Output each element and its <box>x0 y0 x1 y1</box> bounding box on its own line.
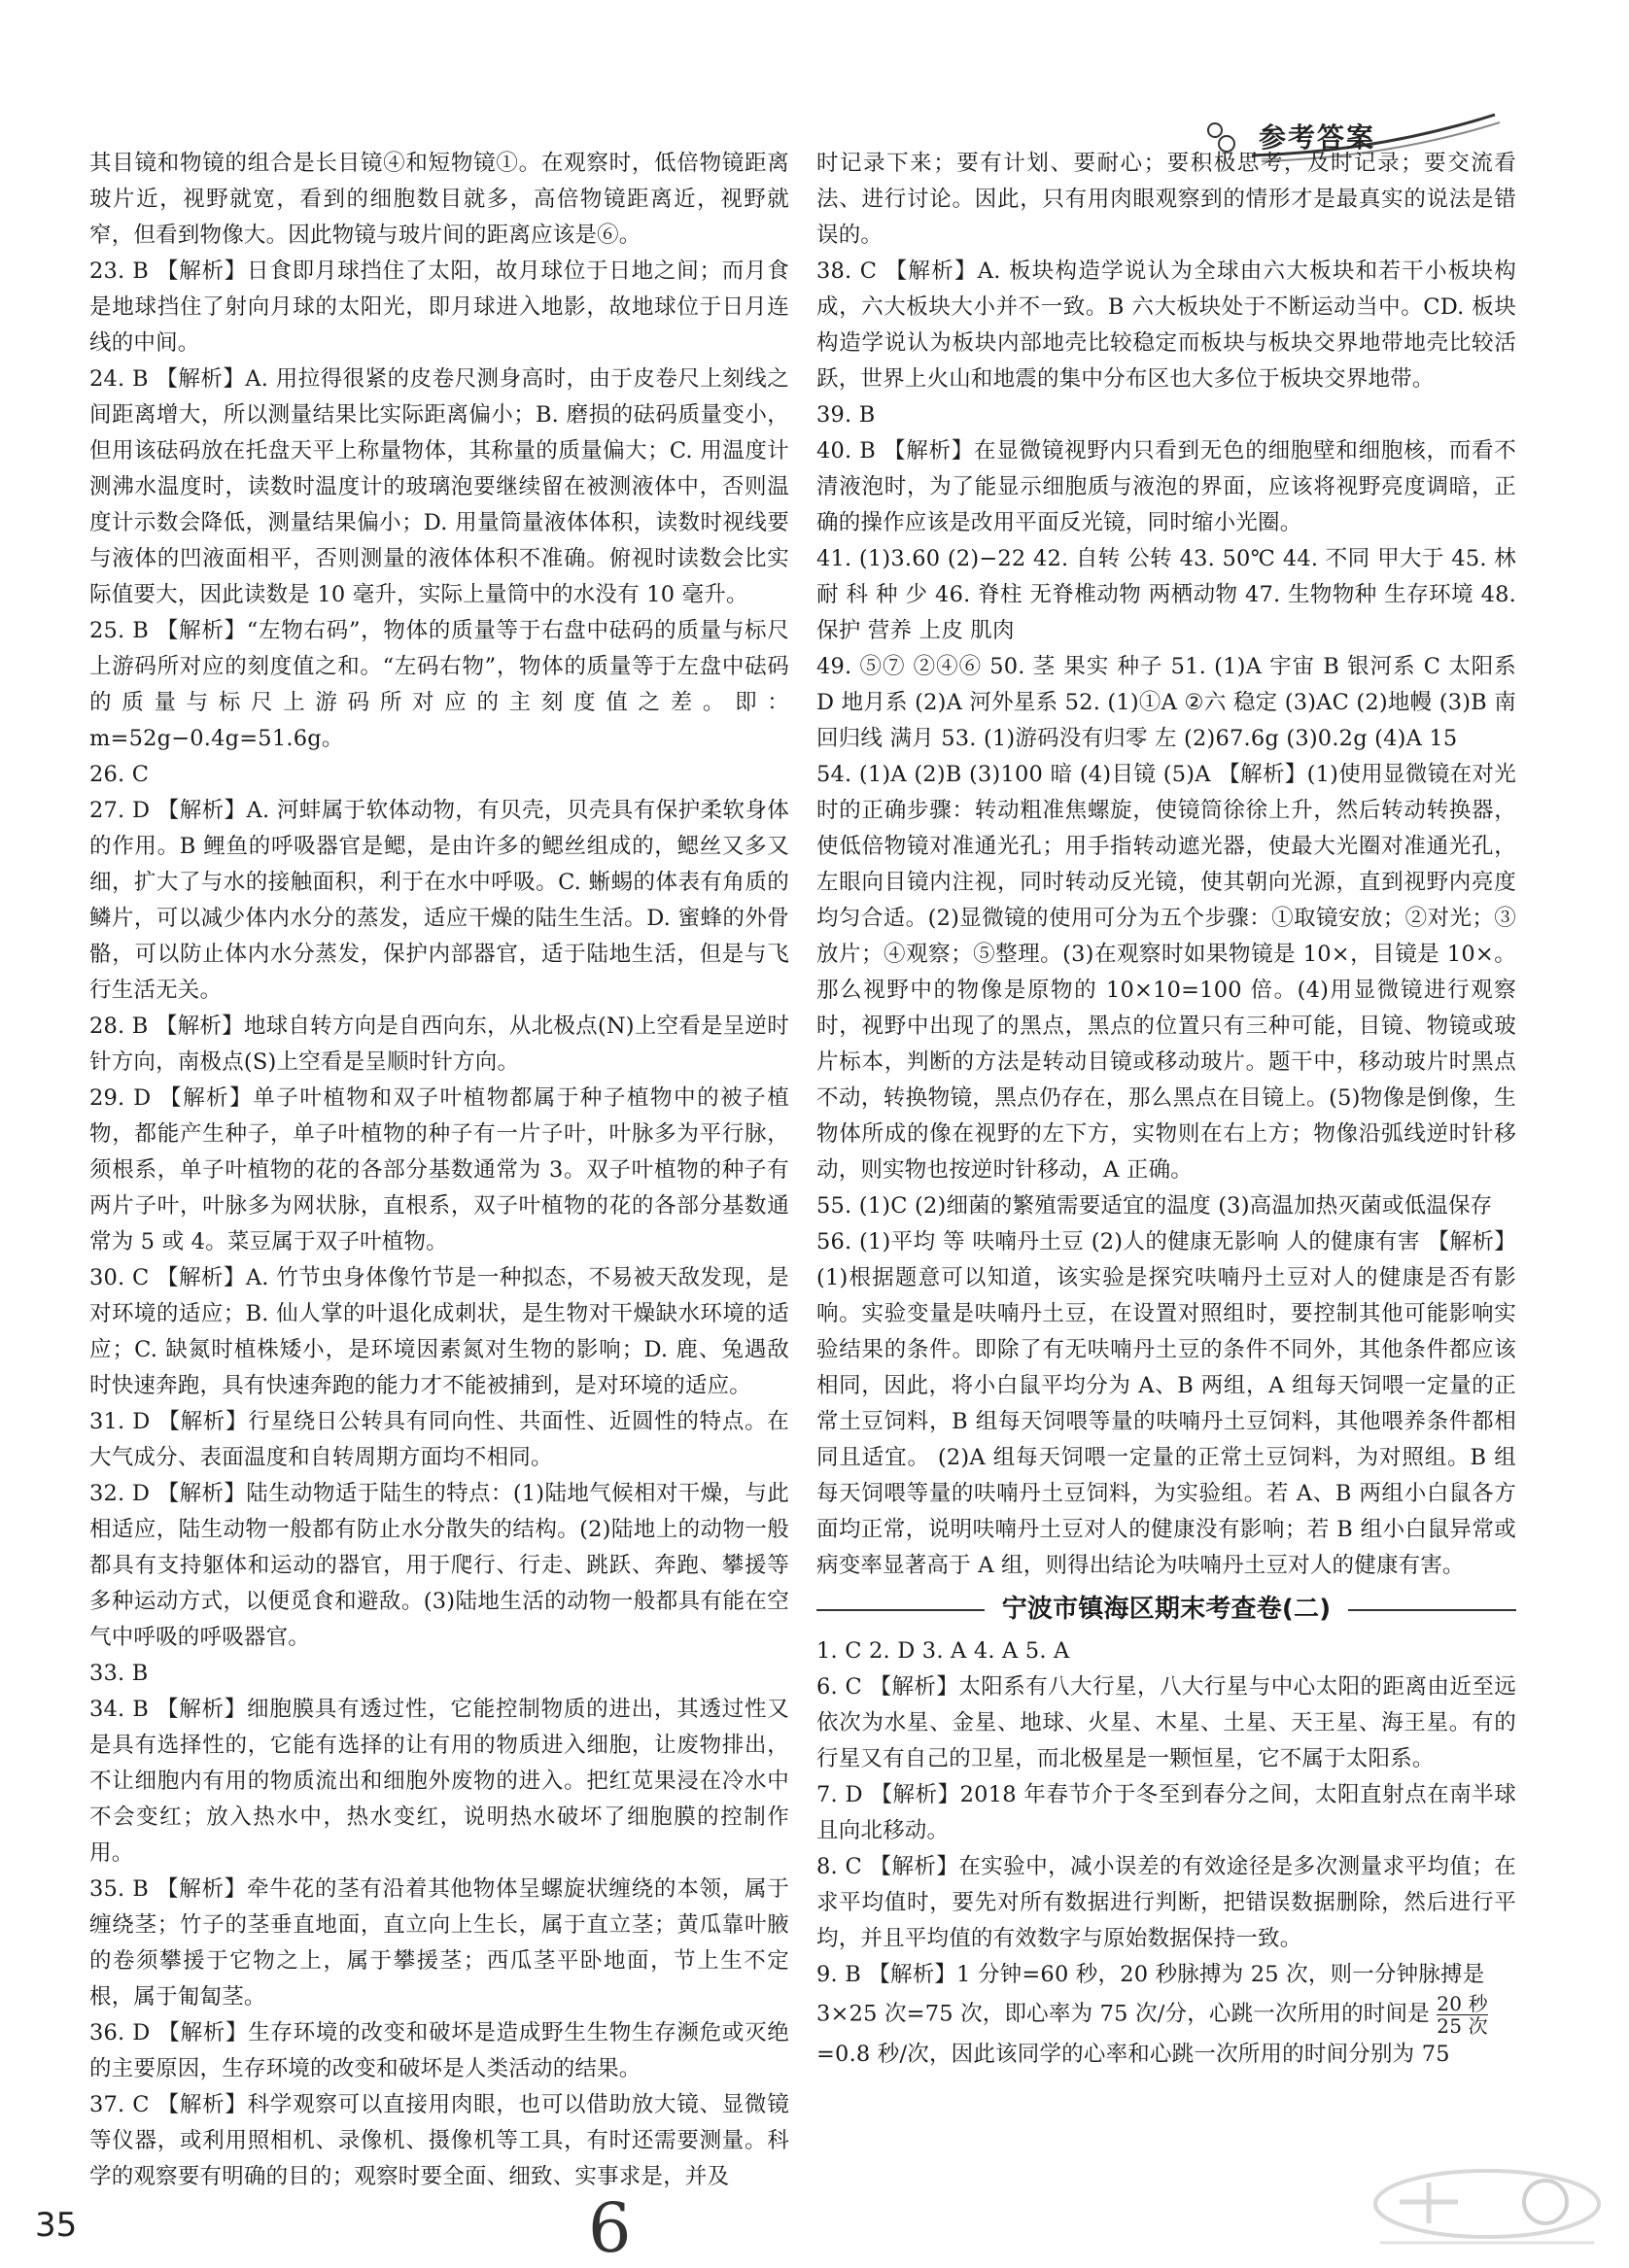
site-watermark-logo-icon <box>1361 2157 1613 2254</box>
answer-33: 33. B <box>89 1661 149 1686</box>
answer-36: 36. D 【解析】生存环境的改变和破坏是造成野生生物生存濒危或灭绝的主要原因，生存环境的改变和破坏是人类活动的结果。 <box>89 2020 789 2081</box>
header-title: 参考答案 <box>1259 121 1376 154</box>
answer-26: 26. C <box>89 762 150 787</box>
answer-37: 37. C 【解析】科学观察可以直接用肉眼，也可以借助放大镜、显微镜等仪器，或利用照相机、录像机、摄像机等工具，有时还需要测量。科学的观察要有明确的目的；观察时要全面、细致、实事求是，并及 <box>89 2092 789 2189</box>
answer-27: 27. D 【解析】A. 河蚌属于软体动物，有贝壳，贝壳具有保护柔软身体的作用。B 鲤鱼的呼吸器官是鳃，是由许多的鳃丝组成的，鳃丝又多又细，扩大了与水的接触面积，利于在水中呼吸。C. 蜥蜴的体表有角质的鳞片，可以减少体内水分的蒸发，适应干燥的陆生生活。D. 蜜蜂的外骨骼，可以防止体内水分蒸发，保护内部器官，适于陆地生活，但是与飞行生活无关。 <box>89 798 789 1003</box>
fraction-denominator: 25 次 <box>1437 2014 1488 2038</box>
answer-9-line-2 <box>816 1993 1516 2037</box>
answer-24: 24. B 【解析】A. 用拉得很紧的皮卷尺测身高时，由于皮卷尺上刻线之间距离增大，所以测量结果比实际距离偏小；B. 磨损的砝码质量变小，但用该砝码放在托盘天平上称量物体，其称量的质量偏大；C. 用温度计测沸水温度时，读数时温度计的玻璃泡要继续留在被测液体中，否则温度计示数会降低，测量结果偏小；D. 用量筒量液体体积，读数时视线要与液体的凹液面相平，否则测量的液体体积不准确。俯视时读数会比实际值要大，因此读数是 10 毫升，实际上量筒中的水没有 10 毫升。 <box>89 366 789 607</box>
answer-25: 25. B 【解析】“左物右码”，物体的质量等于右盘中砝码的质量与标尺上游码所对应的刻度值之和。“左码右物”，物体的质量等于左盘中砝码的质量与标尺上游码所对应的主刻度值之差。即：m=52g−0.4g=51.6g。 <box>89 618 789 751</box>
answer-29: 29. D 【解析】单子叶植物和双子叶植物都属于种子植物中的被子植物，都能产生种子，单子叶植物的种子有一片子叶，叶脉多为平行脉，须根系，单子叶植物的花的各部分基数通常为 3。双子叶植物的种子有两片子叶，叶脉多为网状脉，直根系，双子叶植物的花的各部分基数通常为 5 或 4。菜豆属于双子叶植物。 <box>89 1085 789 1254</box>
answer-6: 6. C 【解析】太阳系有八大行星，八大行星与中心太阳的距离由近至远依次为水星、金星、地球、火星、木星、土星、天王星、海王星。有的行星又有自己的卫星，而北极星是一颗恒星，它不属于太阳系。 <box>816 1674 1516 1771</box>
answers-49-53: 49. ⑤⑦ ②④⑥ 50. 茎 果实 种子 51. (1)A 宇宙 B 银河系 C 太阳系 D 地月系 (2)A 河外星系 52. (1)①A ②六 稳定 (3)AC (2)地幔 (3)B 南回归线 满月 53. (1)游码没有归零 左 (2)67.6g (3)0.2g (4)A 15 <box>816 654 1516 751</box>
short-answers-1-5: 1. C 2. D 3. A 4. A 5. A <box>816 1638 1070 1664</box>
section-title: 宁波市镇海区期末考查卷(二) <box>1001 1595 1332 1624</box>
left-column <box>89 146 789 2195</box>
handwritten-mark: 6 <box>588 2188 632 2268</box>
answer-38: 38. C 【解析】A. 板块构造学说认为全球由六大板块和若干小板块构成，六大板块大小并不一致。B 六大板块处于不断运动当中。CD. 板块构造学说认为板块内部地壳比较稳定而板块与板块交界地带地壳比较活跃，世界上火山和地震的集中分布区也大多位于板块交界地带。 <box>816 258 1516 392</box>
answer-56: 56. (1)平均 等 呋喃丹土豆 (2)人的健康无影响 人的健康有害 【解析】(1)根据题意可以知道，该实验是探究呋喃丹土豆对人的健康是否有影响。实验变量是呋喃丹土豆，在设置对照组时，要控制其他可能影响实验结果的条件。即除了有无呋喃丹土豆的条件不同外，其他条件都应该相同，因此，将小白鼠平均分为 A、B 两组，A 组每天饲喂一定量的正常土豆饲料，B 组每天饲喂等量的呋喃丹土豆饲料，其他喂养条件都相同且适宜。 (2)A 组每天饲喂一定量的正常土豆饲料，为对照组。B 组每天饲喂等量的呋喃丹土豆饲料，为实验组。若 A、B 两组小白鼠各方面均正常，说明呋喃丹土豆对人的健康没有影响；若 B 组小白鼠异常或病变率显著高于 A 组，则得出结论为呋喃丹土豆对人的健康有害。 <box>816 1229 1516 1578</box>
fraction <box>1437 1993 1488 2037</box>
answer-28: 28. B 【解析】地球自转方向是自西向东，从北极点(N)上空看是呈逆时针方向，南极点(S)上空看是呈顺时针方向。 <box>89 1014 789 1075</box>
answer-9-text: 3×25 次=75 次，即心率为 75 次/分，心跳一次所用的时间是 <box>816 2001 1430 2027</box>
answer-9-line-1: 9. B 【解析】1 分钟=60 秒，20 秒脉搏为 25 次，则一分钟脉搏是 <box>816 1962 1485 1987</box>
answer-paragraph: 其目镜和物镜的组合是长目镜④和短物镜①。在观察时，低倍物镜距离玻片近，视野就宽，看到的细胞数目就多，高倍物镜距离近，视野就窄，但看到物像大。因此物镜与玻片间的距离应该是⑥。 <box>89 151 789 248</box>
answer-54: 54. (1)A (2)B (3)100 暗 (4)目镜 (5)A 【解析】(1)使用显微镜在对光时的正确步骤：转动粗准焦螺旋，使镜筒徐徐上升，然后转动转换器，使低倍物镜对准通光孔；用手指转动遮光器，使最大光圈对准通光孔，左眼向目镜内注视，同时转动反光镜，使其朝向光源，直到视野内亮度均匀合适。(2)显微镜的使用可分为五个步骤：①取镜安放；②对光；③放片；④观察；⑤整理。(3)在观察时如果物镜是 10×，目镜是 10×。那么视野中的物像是原物的 10×10=100 倍。(4)用显微镜进行观察时，视野中出现了的黑点，黑点的位置只有三种可能，目镜、物镜或玻片标本，判断的方法是转动目镜或移动玻片。题干中，移动玻片时黑点不动，转换物镜，黑点仍存在，那么黑点在目镜上。(5)物像是倒像，生物体所成的像在视野的左下方，实物则在右上方；物像沿弧线逆时针移动，则实物也按逆时针移动，A 正确。 <box>816 762 1516 1183</box>
answer-8: 8. C 【解析】在实验中，减小误差的有效途径是多次测量求平均值；在求平均值时，要先对所有数据进行判断，把错误数据删除，然后进行平均，并且平均值的有效数字与原始数据保持一致。 <box>816 1854 1516 1951</box>
answer-23: 23. B 【解析】日食即月球挡住了太阳，故月球位于日地之间；而月食是地球挡住了射向月球的太阳光，即月球进入地影，故地球位于日月连线的中间。 <box>89 258 789 356</box>
answer-7: 7. D 【解析】2018 年春节介于冬至到春分之间，太阳直射点在南半球且向北移动。 <box>816 1782 1516 1843</box>
answers-41-48: 41. (1)3.60 (2)−22 42. 自转 公转 43. 50℃ 44. 不同 甲大于 45. 林耐 科 种 少 46. 脊柱 无脊椎动物 两栖动物 47. 生物物种 生存环境 48. 保护 营养 上皮 肌肉 <box>816 546 1516 643</box>
section-heading <box>816 1592 1516 1628</box>
answer-55: 55. (1)C (2)细菌的繁殖需要适宜的温度 (3)高温加热灭菌或低温保存 <box>816 1193 1493 1219</box>
answer-34: 34. B 【解析】细胞膜具有透过性，它能控制物质的进出，其透过性又是具有选择性的，它能有选择的让有用的物质进入细胞，让废物排出，不让细胞内有用的物质流出和细胞外废物的进入。把红苋果浸在冷水中不会变红；放入热水中，热水变红，说明热水破坏了细胞膜的控制作用。 <box>89 1697 789 1866</box>
page-number: 35 <box>35 2206 78 2245</box>
section-rule-right <box>1348 1609 1516 1611</box>
section-rule-left <box>816 1609 985 1611</box>
answer-35: 35. B 【解析】牵牛花的茎有沿着其他物体呈螺旋状缠绕的本领，属于缠绕茎；竹子的茎垂直地面，直立向上生长，属于直立茎；黄瓜靠叶腋的卷须攀援于它物之上，属于攀援茎；西瓜茎平卧地面，节上生不定根，属于匍匐茎。 <box>89 1876 789 2010</box>
answer-40: 40. B 【解析】在显微镜视野内只看到无色的细胞壁和细胞核，而看不清液泡时，为了能显示细胞质与液泡的界面，应该将视野亮度调暗，正确的操作应该是改用平面反光镜，同时缩小光圈。 <box>816 438 1516 535</box>
right-column <box>816 146 1516 2073</box>
fraction-numerator: 20 秒 <box>1437 1992 1488 2015</box>
answer-37-continued: 时记录下来；要有计划、要耐心；要积极思考，及时记录；要交流看法、进行讨论。因此，只有用肉眼观察到的情形才是最真实的说法是错误的。 <box>816 151 1516 248</box>
answer-9-line-3: =0.8 秒/次，因此该同学的心率和心跳一次所用的时间分别为 75 <box>816 2042 1450 2067</box>
answer-31: 31. D 【解析】行星绕日公转具有同向性、共面性、近圆性的特点。在大气成分、表面温度和自转周期方面均不相同。 <box>89 1409 789 1470</box>
answer-39: 39. B <box>816 402 876 428</box>
answer-30: 30. C 【解析】A. 竹节虫身体像竹节是一种拟态，不易被天敌发现，是对环境的适应；B. 仙人掌的叶退化成刺状，是生物对干燥缺水环境的适应；C. 缺氮时植株矮小，是环境因素氮对生物的影响；D. 鹿、兔遇敌时快速奔跑，具有快速奔跑的能力才不能被捕到，是对环境的适应。 <box>89 1265 789 1398</box>
answer-32: 32. D 【解析】陆生动物适于陆生的特点：(1)陆地气候相对干燥，与此相适应，陆生动物一般都有防止水分散失的结构。(2)陆地上的动物一般都具有支持躯体和运动的器官，用于爬行、行走、跳跃、奔跑、攀援等多种运动方式，以便觅食和避敌。(3)陆地生活的动物一般都具有能在空气中呼吸的呼吸器官。 <box>89 1481 789 1650</box>
